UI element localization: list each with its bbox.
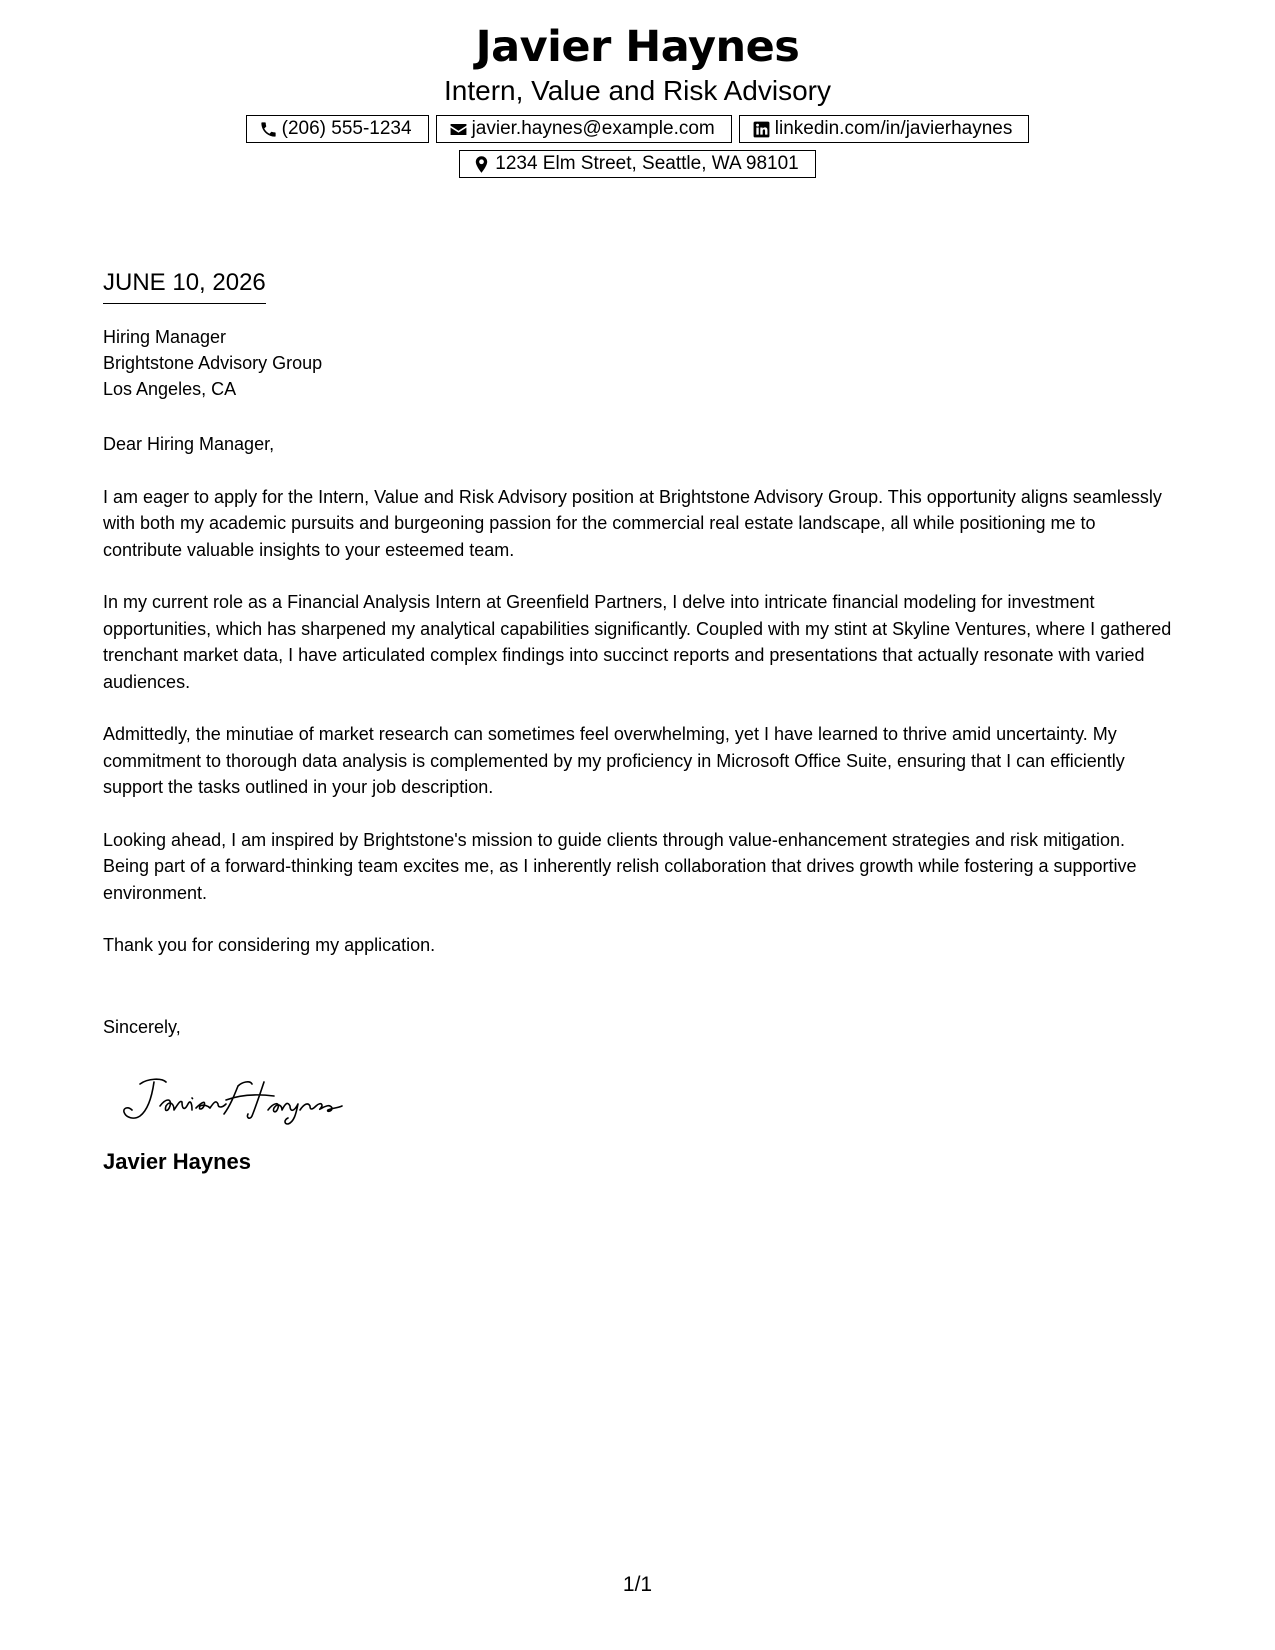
- email-text: javier.haynes@example.com: [471, 118, 715, 139]
- handwritten-signature: [118, 1070, 348, 1126]
- linkedin-text: linkedin.com/in/javierhaynes: [774, 118, 1013, 139]
- salutation: Dear Hiring Manager,: [103, 434, 275, 454]
- page-number: 1/1: [622, 1573, 653, 1596]
- letter-date: JUNE 10, 2026: [103, 268, 266, 304]
- contact-address: [459, 150, 815, 178]
- applicant-title: Intern, Value and Risk Advisory: [443, 75, 831, 106]
- map-pin-icon: [472, 155, 491, 174]
- paragraph: In my current role as a Financial Analysis Intern at Greenfield Partners, I delve into intricate financial modeling for investment opportunities, which has sharpened my analytical capabilities significantly. Coupled with my stint at Skyline Ventures, where I gathered trenchant market data, I have articulated complex findings into succinct reports and presentations that actually resonate with varied audiences.: [103, 592, 1172, 692]
- letter-body: [103, 268, 1173, 1176]
- linkedin-icon: [752, 120, 771, 139]
- paragraph: Thank you for considering my application.: [103, 935, 436, 955]
- contact-list: [238, 115, 1038, 178]
- phone-text: (206) 555-1234: [281, 118, 412, 139]
- contact-phone: [246, 115, 429, 143]
- applicant-name: Javier Haynes: [475, 22, 800, 72]
- closing: Sincerely,: [103, 1016, 181, 1037]
- recipient-location: Los Angeles, CA: [103, 379, 237, 399]
- paragraph: Admittedly, the minutiae of market research can sometimes feel overwhelming, yet I have learned to thrive amid uncertainty. My commitment to thorough data analysis is complemented by my proficiency in Microsoft Office Suite, ensuring that I can efficiently support the tasks outlined in your job description.: [103, 724, 1125, 797]
- envelope-icon: [449, 120, 468, 139]
- signer-name: Javier Haynes: [103, 1148, 251, 1174]
- recipient-name: Hiring Manager: [103, 327, 227, 347]
- recipient-block: [103, 324, 1173, 402]
- paragraph: Looking ahead, I am inspired by Brightstone's mission to guide clients through value-enhancement strategies and risk mitigation. Being part of a forward-thinking team excites me, as I inherently relish collaboration that drives growth while fostering a supportive environment.: [103, 829, 1137, 903]
- phone-icon: [259, 120, 278, 139]
- contact-email: [436, 115, 732, 143]
- address-text: 1234 Elm Street, Seattle, WA 98101: [495, 153, 799, 174]
- paragraph: I am eager to apply for the Intern, Value and Risk Advisory position at Brightstone Advisory Group. This opportunity aligns seamlessly with both my academic pursuits and burgeoning passion for the commercial real estate landscape, all while positioning me to contribute valuable insights to your esteemed team.: [103, 486, 1162, 560]
- letter-header: [0, 22, 1275, 178]
- recipient-company: Brightstone Advisory Group: [103, 353, 323, 373]
- contact-linkedin: [739, 115, 1030, 143]
